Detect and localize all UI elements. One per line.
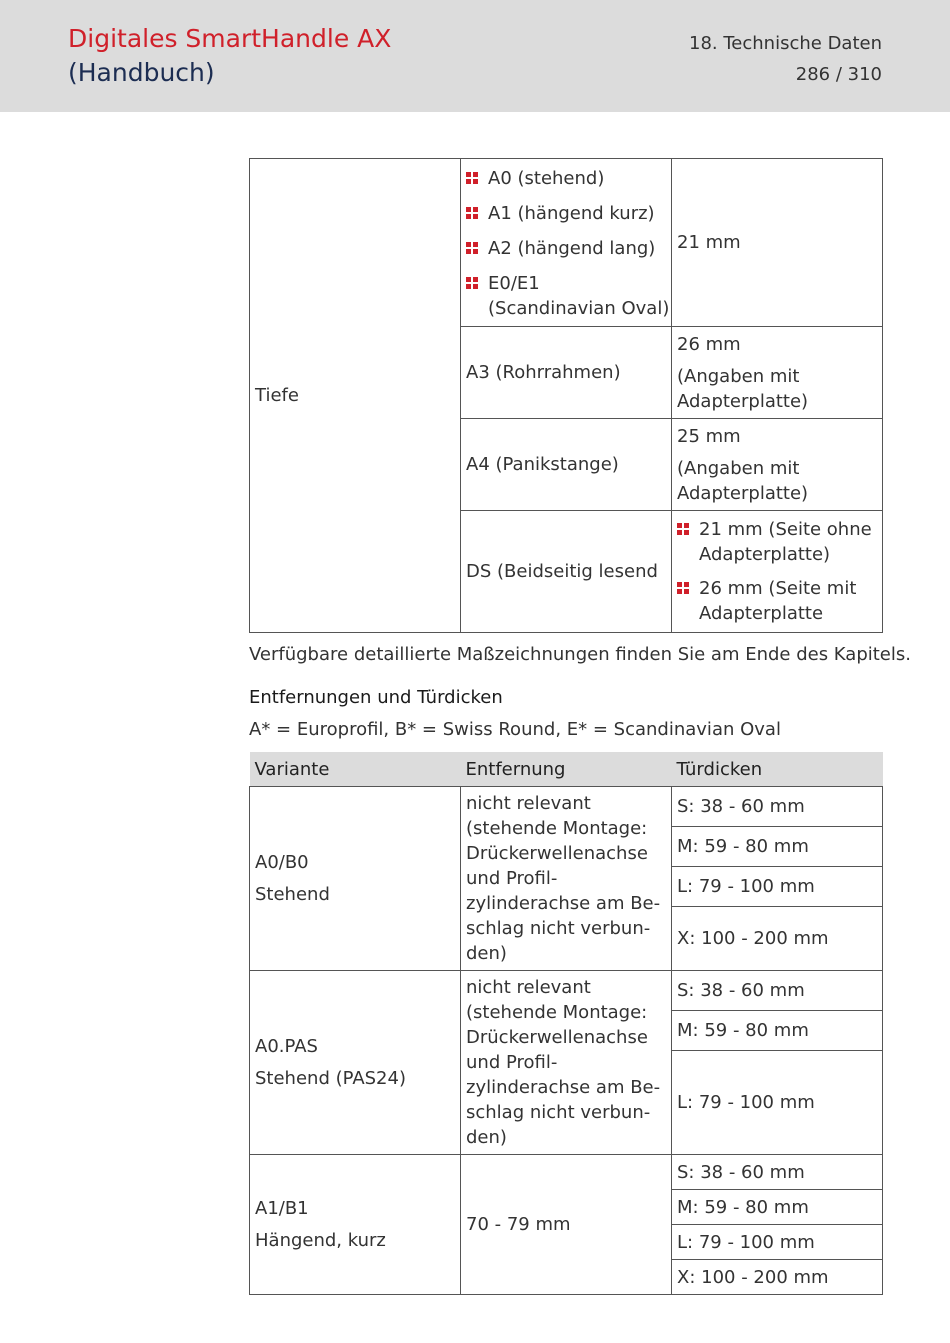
- list-item: 26 mm (Seite mit Adapterplatte: [672, 576, 882, 626]
- depth-label: Tiefe: [255, 385, 299, 406]
- table-row: [250, 1155, 883, 1190]
- note-text: Verfügbare detaillierte Maßzeichnungen finden Sie am Ende des Kapitels.: [249, 644, 911, 665]
- depth-variant-cell: A4 (Panikstange): [461, 419, 672, 511]
- depth-value-cell: 26 mm (Angaben mit Adapterplatte): [672, 327, 883, 419]
- distances-table: [249, 752, 883, 1295]
- chapter-title: 18. Technische Daten: [689, 33, 882, 54]
- thickness-cell: S: 38 - 60 mm: [672, 1155, 883, 1190]
- depth-value-cell: 21 mm: [672, 159, 883, 327]
- depth-value-cell: [672, 511, 883, 633]
- table-row: [250, 787, 883, 827]
- depth-label-cell: [250, 159, 461, 633]
- variant-cell: A1/B1 Hängend, kurz: [250, 1155, 461, 1295]
- thickness-cell: X: 100 - 200 mm: [672, 1260, 883, 1295]
- distance-cell: nicht relevant (stehende Montage: Drückerwellenachse und Profilzylinderachse am Beschlag nicht verbunden): [461, 971, 672, 1155]
- chapter-info: [689, 28, 882, 90]
- table-row: [250, 971, 883, 1011]
- depth-variant-cell: DS (Beidseitig lesend: [461, 511, 672, 633]
- variant-cell: A0/B0 Stehend: [250, 787, 461, 971]
- document-title-line1: Digitales SmartHandle AX: [68, 24, 392, 53]
- page-header: [0, 0, 950, 112]
- thickness-cell: L: 79 - 100 mm: [672, 1225, 883, 1260]
- bullet-icon: [466, 172, 479, 185]
- depth-variant-cell: A3 (Rohrrahmen): [461, 327, 672, 419]
- document-title-line2: (Handbuch): [68, 58, 215, 87]
- list-item: A0 (stehend): [461, 166, 671, 191]
- list-item: E0/E1 (Scandinavian Oval): [461, 271, 671, 321]
- depth-value-cell: 25 mm (Angaben mit Adapterplatte): [672, 419, 883, 511]
- list-item: 21 mm (Seite ohne Adapterplatte): [672, 517, 882, 567]
- bullet-icon: [677, 582, 690, 595]
- list-item: A2 (hängend lang): [461, 236, 671, 261]
- column-header-thickness: Türdicken: [672, 752, 883, 787]
- depth-table: [249, 158, 883, 633]
- distance-cell: nicht relevant (stehende Montage: Drückerwellenachse und Profilzylinderachse am Beschlag nicht verbunden): [461, 787, 672, 971]
- thickness-cell: S: 38 - 60 mm: [672, 971, 883, 1011]
- thickness-cell: M: 59 - 80 mm: [672, 827, 883, 867]
- section-heading: Entfernungen und Türdicken: [249, 687, 503, 708]
- bullet-icon: [677, 523, 690, 536]
- depth-variants-cell: [461, 159, 672, 327]
- thickness-cell: M: 59 - 80 mm: [672, 1190, 883, 1225]
- thickness-cell: L: 79 - 100 mm: [672, 867, 883, 907]
- bullet-icon: [466, 207, 479, 220]
- thickness-cell: X: 100 - 200 mm: [672, 907, 883, 971]
- legend-text: A* = Europrofil, B* = Swiss Round, E* = Scandinavian Oval: [249, 719, 781, 740]
- variant-cell: A0.PAS Stehend (PAS24): [250, 971, 461, 1155]
- distance-cell: 70 - 79 mm: [461, 1155, 672, 1295]
- column-header-variant: Variante: [250, 752, 461, 787]
- page-number: 286 / 310: [795, 64, 882, 85]
- document-title: [68, 22, 391, 90]
- thickness-cell: L: 79 - 100 mm: [672, 1051, 883, 1155]
- column-header-distance: Entfernung: [461, 752, 672, 787]
- bullet-icon: [466, 277, 479, 290]
- thickness-cell: S: 38 - 60 mm: [672, 787, 883, 827]
- bullet-icon: [466, 242, 479, 255]
- list-item: A1 (hängend kurz): [461, 201, 671, 226]
- thickness-cell: M: 59 - 80 mm: [672, 1011, 883, 1051]
